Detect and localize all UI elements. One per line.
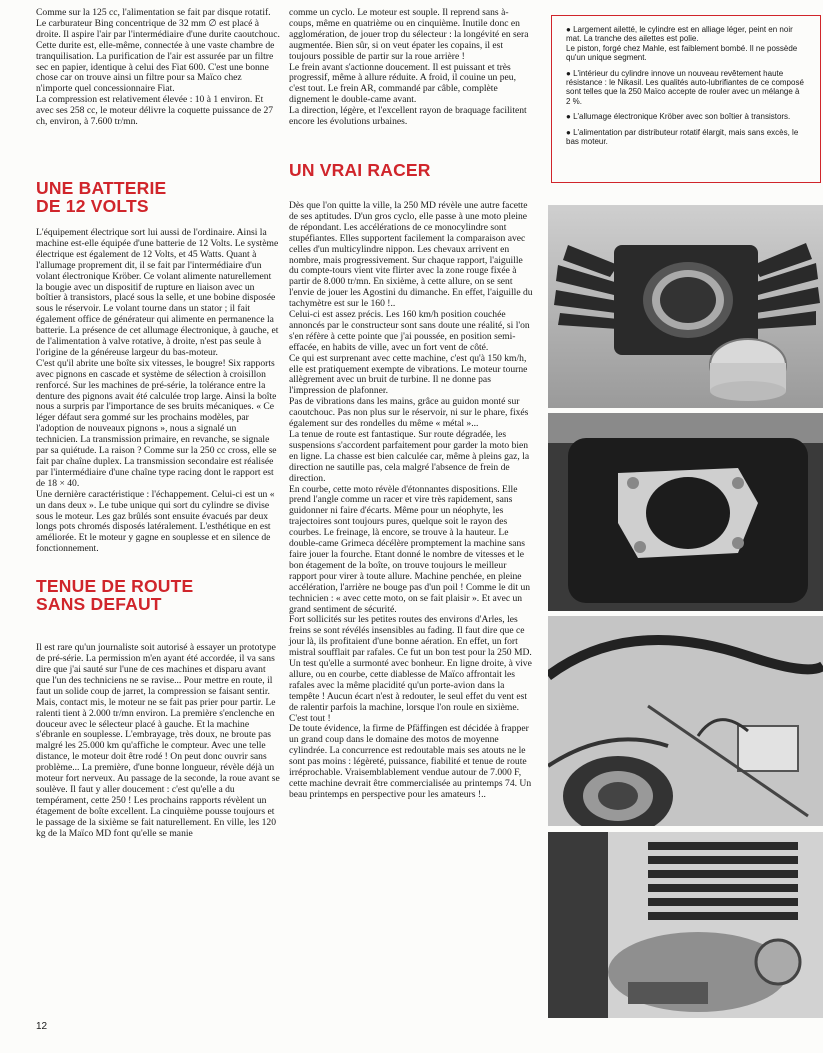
photo-ignition — [548, 616, 823, 826]
heading-batterie: UNE BATTERIE DE 12 VOLTS — [36, 177, 167, 216]
battery-paragraph: L'équipement électrique sort lui aussi de l'ordinaire. Ainsi la machine est-elle équipée d'une batterie de 12 Volts. Le système électrique est également de 12 Volts, et 45 Watts. Quant à l'allumage proprement dit, il se fait par l'intermédiaire d'un volant électronique Kröber. Ce volant alimente naturellement la bougie avec un dispositif de rupture en liaison avec un boîtier à transistors, placé sous la selle, et une bobine disposée sous le réservoir. Le volant tourne dans un stator ; il fait également office de générateur qui alimente en permanence la batterie. La présence de cet allumage électronique, à gauche, et de l'alimentation à valve rotative, à droite, n'est pas seule à l'origine de la généreuse largeur du bas-moteur. C'est qu'il abrite une boîte six vitesses, le bougre! Six rapports avec pignons en cascade et système de sélection à croisillon renforcé. Sur les machines de pré-série, la tolérance entre la denture des pignons avait été calculée trop large. Ainsi la boîte nous a surpris par l'importance de ses bruits mécaniques. « Ce léger défaut sera gommé sur les prochains modèles, par l'adoption de nouveaux pignons », nous a signalé un technicien. La transmission primaire, en revanche, se signale par sa quiétude. La raison ? Comme sur la 250 cc cross, elle se fait par chaîne duplex. La transmission secondaire est réalisée par l'intermédiaire d'une chaîne type racing dont le rapport est de 18 × 40. Une dernière caractéristique : l'échappement. Celui-ci est un « un dans deux ». Le tube unique qui sort du cylindre se divise sous le moteur. Les gaz brûlés sont ensuite évacués par deux longs pots chromés disposés latéralement. L'esthétique en est améliorée. Et le moteur y gagne en souplesse et en silence de fonctionnement. — [36, 226, 279, 555]
caption-item — [566, 112, 806, 121]
intro-paragraph: Comme sur la 125 cc, l'alimentation se fait par disque rotatif. Le carburateur Bing concentrique de 32 mm ∅ est placé à droite. Il aspire l'air par l'intermédiaire d'une durite caoutchouc. Cette durite est, elle-même, connectée à une vaste chambre de tranquilisation. La purification de l'air est assurée par un filtre sec en papier, identique à celui des Fiat 600. C'est une bonne chose car on trouve ainsi un filtre pour sa Maïco chez n'importe quel concessionnaire Fiat. La compression est relativement élevée : 10 à 1 environ. Et avec ses 258 cc, le moteur délivre la coquette puissance de 27 ch, environ, à 7.600 tr/mn. — [36, 7, 280, 128]
caption-text-2: L'intérieur du cylindre innove un nouveau revêtement haute résistance : le Nikasil. Les qualités auto-lubrifiantes de ce composé sont telles que la 250 Maïco accepte de rouler avec un mélange à 2 %. — [566, 68, 804, 106]
bullet-icon: ● — [566, 68, 571, 78]
bullet-icon: ● — [566, 127, 571, 137]
caption-box — [551, 15, 821, 183]
photo-cylinder — [548, 205, 823, 408]
heading-tenue-de-route: TENUE DE ROUTE SANS DEFAUT — [36, 576, 194, 615]
bullet-icon: ● — [566, 112, 571, 122]
racer-paragraph: Dès que l'on quitte la ville, la 250 MD révèle une autre facette de ses aptitudes. D'un gros cyclo, elle passe à une moto pleine de répondant. Les accélérations de ce monocylindre sont stupéfiantes. Elles supportent facilement la comparaison avec celles d'un multicylindre nippon. Les chevaux arrivent en nombre, mais progressivement. Sur chaque rapport, l'aiguille du compte-tours vient vite flirter avec la zone rouge fixée à partir de 8.000 tr/mn. En sixième, à cette allure, on se sent l'envie de jouer les Agostini du dimanche. En effet, l'aiguille du tachymètre est sur le 160 !.. Celui-ci est assez précis. Les 160 km/h position couchée annoncés par le constructeur sont sans doute une réalité, si l'on s'en réfère à cette pointe que j'ai poussée, en position semi-effacée, en habits de ville, avec un fort vent de côté. Ce qui est surprenant avec cette machine, c'est qu'à 150 km/h, elle est pratiquement exempte de vibrations. Le moteur tourne allègrement avec un bruit de turbine. Il ne donne pas l'impression de plafonner. Pas de vibrations dans les mains, grâce au guidon monté sur caoutchouc. Pas non plus sur le réservoir, ni sur le phare, fixés également sur des rondelles du même « métal »... La tenue de route est fantastique. Sur route dégradée, les suspensions s'accordent parfaitement pour garder la moto bien en ligne. La chasse est bien calculée car, même à pleins gaz, la direction ne sautille pas, cela malgré l'absence de frein de direction. En courbe, cette moto révèle d'étonnantes dispositions. Elle prend l'angle comme un racer et vire très rapidement, sans guidonner ni faire d'écarts. Même pour un néophyte, les trajectoires sont toujours pures, quelque soit le rayon des courbes. Le freinage, là encore, se trouve à la hauteur. Le double-came Grimeca décélère promptement la machine sans faire jouer la fourche. Etant donné le nombre de vitesses et le bon étagement de la boîte, on trouve toujours le meilleur rapport pour virer à toute allure. Machine penchée, en pleine accélération, l'arrière ne bouge pas d'un poil ! Comme le dit un technicien : « avec cette moto, on se fait plaisir ». Et avec un grand sentiment de sécurité. Fort sollicités sur les petites routes des environs d'Arles, les freins se sont révélés insensibles au fading. Il faut dire que ce jour là, ils profitaient d'une bonne aération. En effet, un fort mistral soufflait par rafales. Ce fut un bon test pour la 250 MD. Un test qu'elle a surmonté avec bonheur. En ligne droite, à vive allure, ou en courbe, cette diablesse de Maïco affrontait les rafales avec la même placidité qu'un porte-avion dans la tempête ! Aucun écart n'est à redouter, le seul effet du vent est de ralentir parfois la machine, lorsque l'on roule en sixième. C'est tout ! De toute évidence, la firme de Pfäffingen est décidée à frapper un grand coup dans le domaine des motos de moyenne cylindrée. La concurrence est redoutable mais ses atouts ne le sont pas moins : légèreté, puissance, fiabilité et tenue de route irréprochable. Vraisemblablement vendue autour de 7.000 F, cette machine devrait être commercialisée au printemps 74. Un beau printemps en perspective pour les amateurs !.. — [289, 199, 533, 800]
city-paragraph: comme un cyclo. Le moteur est souple. Il reprend sans à-coups, même en quatrième ou en cinquième. Inutile donc en agglomération, de jouer trop du sélecteur : la longévité en sera augmentée. Bien sûr, si on veut épater les copains, il est toujours possible de partir sur la roue arrière ! Le frein avant s'actionne doucement. Il est puissant et très progressif, même à allure réduite. A froid, il couine un peu, c'est tout. Le frein AR, commandé par câble, complète dignement le double-came avant. La direction, légère, et l'excellent rayon de braquage facilitent encore les évolutions urbaines. — [289, 7, 529, 128]
tenue-paragraph: Il est rare qu'un journaliste soit autorisé à essayer un prototype de pré-série. La permission m'en ayant été accordée, il va sans dire que j'ai sauté sur l'une de ces machines et disparu avant que l'un des techniciens ne se ravise... Pour mettre en route, il faut un solide coup de jarret, la compression se faisant sentir. Mais, contact mis, le moteur ne se fait pas prier pour partir. Le ralenti tient à 2.000 tr/mn environ. La première s'enclenche en douceur avec le sélecteur placé à gauche. Et la machine s'ébranle en souplesse. L'embrayage, très doux, ne broute pas malgré les 25.000 km qu'affiche le compteur. Avec une telle distance, le moteur doit être rodé ! On peut donc ouvrir sans problème... La première, d'une bonne longueur, révèle déjà un moteur fort nerveux. Au passage de la seconde, la roue avant se soulève. Il faut y aller doucement : c'est qu'elle a du tempérament, cette 250 ! Les prochains rapports révèlent un étagement de boîte excellent. La cinquième pousse toujours et le passage de la sixième se fait naturellement. En ville, les 120 kg de la Maïco MD font qu'elle se manie — [36, 642, 280, 839]
caption-item — [566, 69, 806, 107]
heading-vrai-racer: UN VRAI RACER — [289, 159, 431, 180]
caption-text-1: Largement ailetté, le cylindre est en alliage léger, peint en noir mat. La tranche des ailettes est polie. Le piston, forgé chez Mahle, est faiblement bombé. Il ne possède qu'un unique segment. — [566, 25, 798, 63]
photo-stator — [548, 413, 823, 611]
text-column-middle — [289, 8, 533, 801]
caption-item — [566, 128, 806, 147]
caption-text-3: L'allumage électronique Kröber avec son boîtier à transistors. — [573, 112, 791, 122]
photo-engine — [548, 832, 823, 1018]
caption-item — [566, 25, 806, 63]
caption-text-4: L'alimentation par distributeur rotatif élargit, mais sans excès, le bas moteur. — [566, 127, 799, 147]
text-column-left — [36, 8, 280, 839]
bullet-icon: ● — [566, 25, 571, 34]
page-number: 12 — [36, 1021, 48, 1032]
